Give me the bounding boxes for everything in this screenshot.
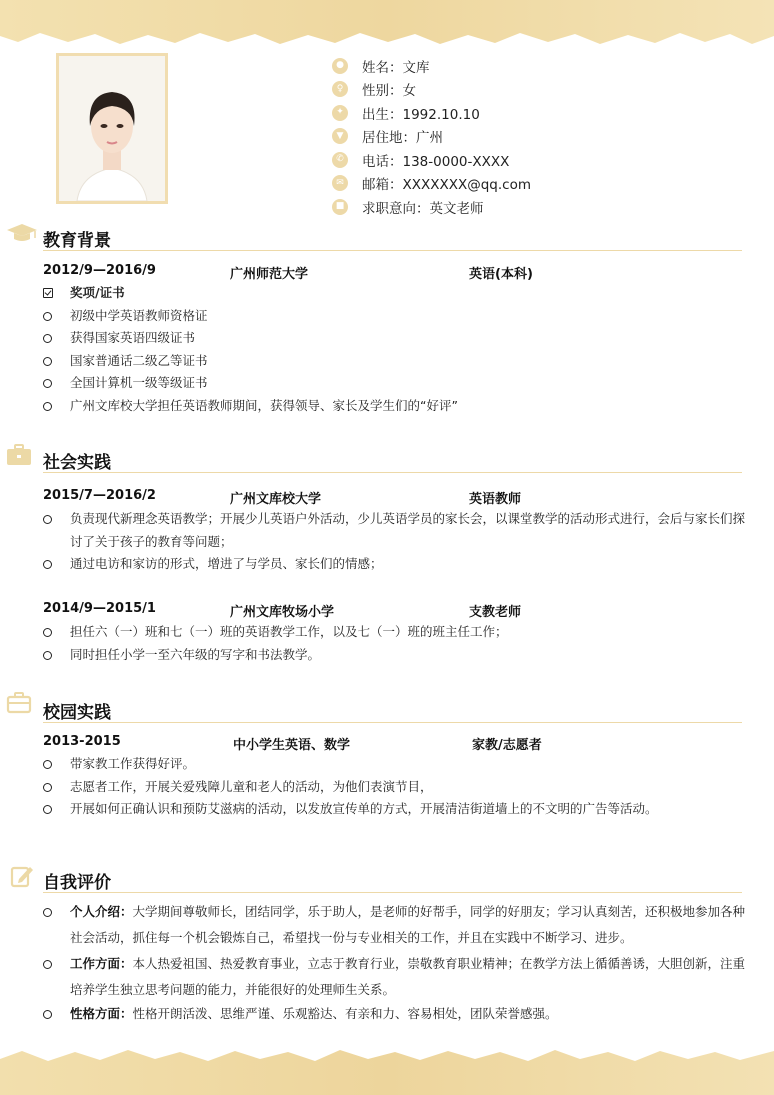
bullet-icon — [43, 760, 52, 769]
section-title-education: 教育背景 — [43, 231, 111, 251]
job-role: 英语教师 — [469, 492, 522, 507]
bullet-icon — [43, 960, 52, 969]
info-name-row — [332, 54, 531, 78]
campus-period: 2013-2015 — [43, 734, 121, 749]
list-item: 国家普通话二级乙等证书 — [43, 350, 748, 373]
bullet-icon — [43, 628, 52, 637]
self-eval-text: 本人热爱祖国、热爱教育事业，立志于教育行业，崇敬教育职业精神；在教学方法上循循善诱，大胆创新，注重培养学生独立思考问题的能力，并能很好的处理师生关系。 — [70, 956, 746, 997]
info-phone-row — [332, 148, 531, 172]
info-email-row — [332, 172, 531, 196]
self-eval-label: 工作方面： — [70, 956, 133, 971]
job-role: 支教老师 — [469, 605, 522, 620]
self-eval-item — [43, 951, 748, 1003]
education-period: 2012/9—2016/9 — [43, 263, 156, 278]
list-item: 获得国家英语四级证书 — [43, 327, 748, 350]
self-eval-label: 性格方面： — [70, 1006, 133, 1021]
bullet-icon — [43, 312, 52, 321]
list-item: 同时担任小学一至六年级的写字和书法教学。 — [43, 644, 748, 667]
bullet-icon — [43, 515, 52, 524]
bullet-icon — [43, 783, 52, 792]
top-banner — [0, 0, 774, 50]
info-name: 姓名：文库 — [362, 59, 430, 76]
self-eval-item — [43, 899, 748, 951]
list-item: 担任六（一）班和七（一）班的英语教学工作，以及七（一）班的班主任工作； — [43, 621, 748, 644]
job-org: 广州文库牧场小学 — [230, 605, 335, 620]
bottom-banner — [0, 1047, 774, 1095]
self-eval-text: 大学期间尊敬师长，团结同学，乐于助人，是老师的好帮手，同学的好朋友；学习认真刻苦，还积极地参加各种社会活动，抓住每一个机会锻炼自己，希望找一份与专业相关的工作，并且在实践中不断学习、进步。 — [70, 904, 746, 945]
info-birth: 出生：1992.10.10 — [362, 106, 480, 123]
bullet-icon — [43, 560, 52, 569]
bullet-icon — [43, 379, 52, 388]
edit-icon — [10, 864, 34, 888]
location-icon: ▼ — [332, 128, 348, 144]
bullet-icon — [43, 908, 52, 917]
info-birth-row — [332, 101, 531, 125]
list-item: 初级中学英语教师资格证 — [43, 305, 748, 328]
section-title-campus: 校园实践 — [43, 703, 111, 723]
briefcase-icon — [6, 444, 32, 466]
checkbox-icon — [43, 288, 53, 298]
awards-heading: 奖项/证书 — [43, 282, 748, 305]
section-title-social: 社会实践 — [43, 453, 111, 473]
campus-role: 家教/志愿者 — [472, 738, 542, 753]
briefcase-outline-icon — [6, 692, 32, 714]
bullet-icon — [43, 805, 52, 814]
bullet-icon — [43, 334, 52, 343]
section-title-self-eval: 自我评价 — [43, 873, 111, 893]
job-period: 2015/7—2016/2 — [43, 488, 156, 503]
section-divider — [43, 250, 742, 251]
section-divider — [43, 892, 742, 893]
briefcase-icon: ■ — [332, 199, 348, 215]
info-objective: 求职意向：英文老师 — [362, 200, 484, 217]
list-item: 全国计算机一级等级证书 — [43, 372, 748, 395]
person-icon: ● — [332, 58, 348, 74]
mail-icon: ✉ — [332, 175, 348, 191]
info-phone: 电话：138-0000-XXXX — [362, 153, 510, 170]
education-school: 广州师范大学 — [230, 267, 309, 282]
campus-subject: 中小学生英语、数学 — [233, 738, 351, 753]
birthday-icon: ✦ — [332, 105, 348, 121]
list-item: 广州文库校大学担任英语教师期间，获得领导、家长及学生们的“好评” — [43, 395, 748, 418]
gender-icon: ♀ — [332, 81, 348, 97]
section-divider — [43, 722, 742, 723]
list-item: 带家教工作获得好评。 — [43, 753, 748, 776]
personal-info — [332, 54, 531, 219]
list-item: 开展如何正确认识和预防艾滋病的活动，以发放宣传单的方式，开展清洁街道墙上的不文明的广告等活动。 — [43, 798, 748, 821]
section-divider — [43, 472, 742, 473]
list-item: 负责现代新理念英语教学；开展少儿英语户外活动，少儿英语学员的家长会，以课堂教学的活动形式进行，会后与家长们探讨了关于孩子的教育等问题； — [43, 508, 748, 553]
graduation-cap-icon — [6, 223, 38, 243]
self-eval-text: 性格开朗活泼、思维严谨、乐观豁达、有亲和力、容易相处，团队荣誉感强。 — [132, 1006, 558, 1021]
info-gender: 性别：女 — [362, 83, 416, 100]
bullet-icon — [43, 651, 52, 660]
self-eval-item — [43, 1001, 748, 1027]
bullet-icon — [43, 357, 52, 366]
info-residence: 居住地：广州 — [362, 130, 443, 147]
bullet-icon — [43, 402, 52, 411]
list-item: 志愿者工作，开展关爱残障儿童和老人的活动，为他们表演节目， — [43, 776, 748, 799]
self-eval-label: 个人介绍： — [70, 904, 133, 919]
list-item: 通过电访和家访的形式，增进了与学员、家长们的情感； — [43, 553, 748, 576]
info-objective-row — [332, 195, 531, 219]
profile-photo — [56, 53, 168, 204]
bullet-icon — [43, 1010, 52, 1019]
phone-icon: ✆ — [332, 152, 348, 168]
info-email: 邮箱：XXXXXXX@qq.com — [362, 177, 532, 194]
job-org: 广州文库校大学 — [230, 492, 322, 507]
job-period: 2014/9—2015/1 — [43, 601, 156, 616]
info-gender-row — [332, 78, 531, 102]
info-residence-row — [332, 125, 531, 149]
education-major: 英语(本科) — [469, 267, 533, 282]
